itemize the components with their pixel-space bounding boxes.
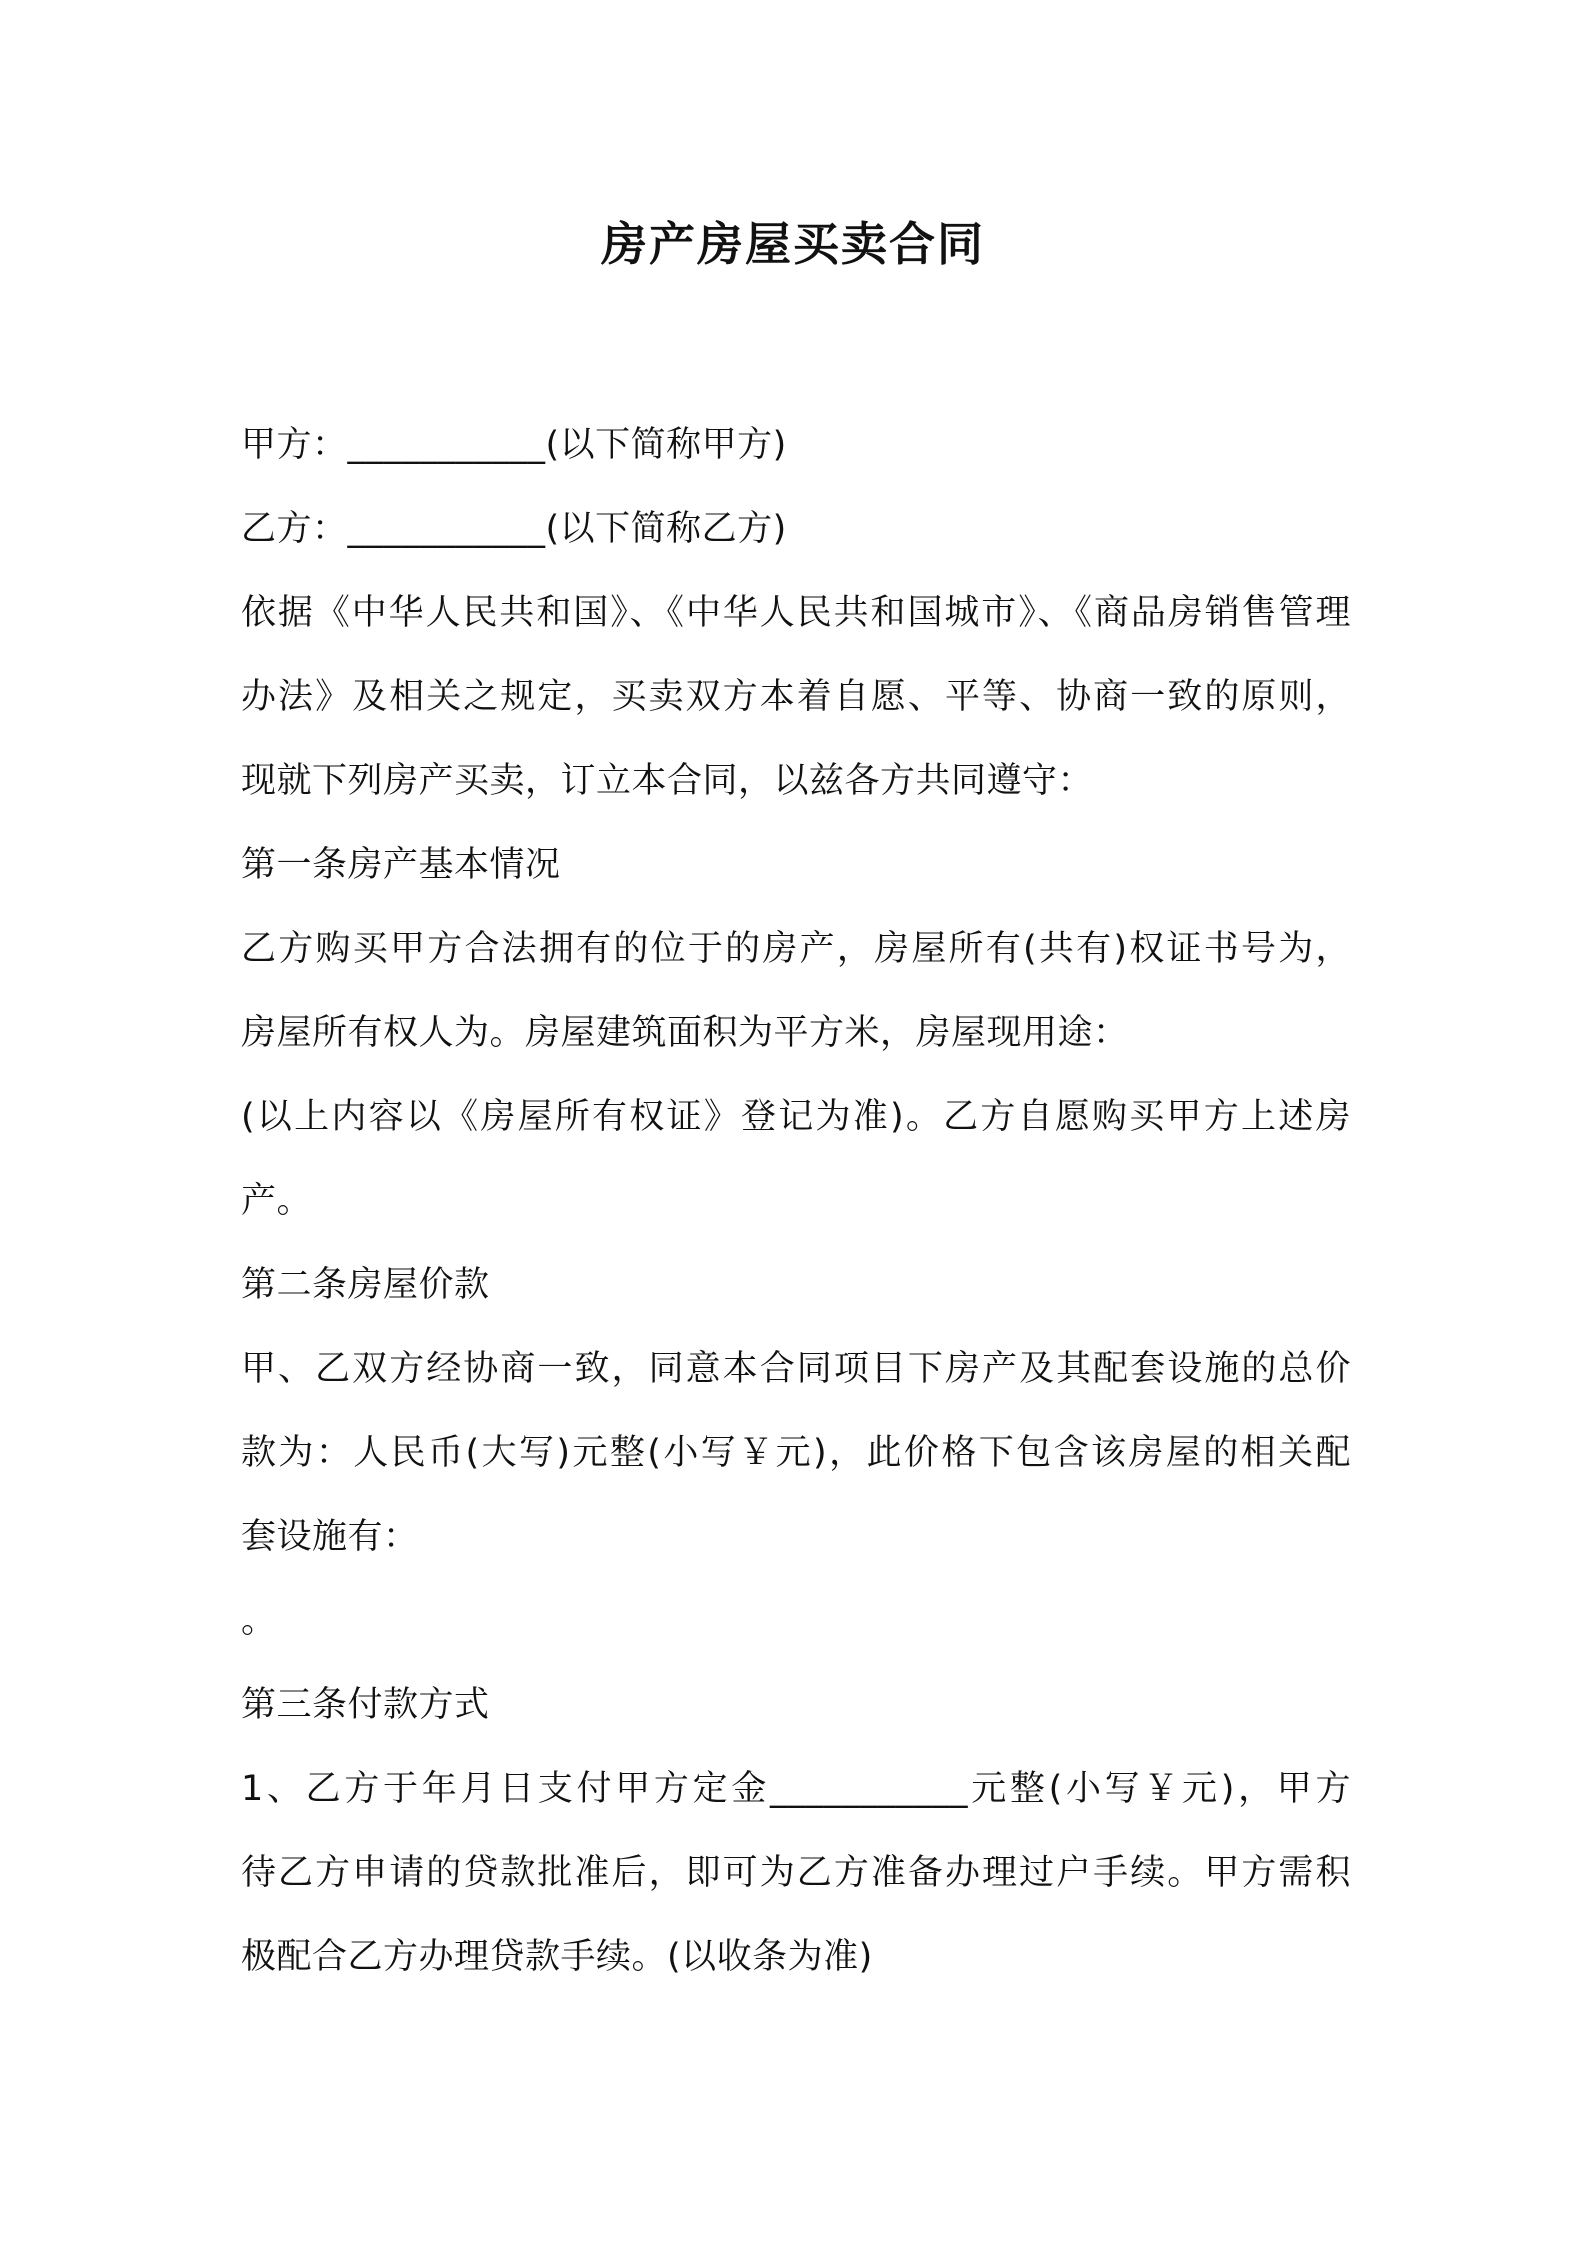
- article-heading: 第三条付款方式: [241, 1685, 490, 1725]
- article-body-line: 极配合乙方办理贷款手续。(以收条为准): [241, 1937, 873, 1977]
- article-body-line: 乙方购买甲方合法拥有的位于的房产，房屋所有(共有)权证书号为，: [241, 929, 1351, 969]
- article-heading: 第二条房屋价款: [241, 1265, 490, 1305]
- article-heading: 第一条房产基本情况: [241, 845, 561, 885]
- article-body-line: 1、乙方于年月日支付甲方定金___________元整(小写￥元)，甲方: [241, 1769, 1351, 1809]
- document-body: [241, 403, 1351, 1999]
- article-body-line: 甲、乙双方经协商一致，同意本合同项目下房产及其配套设施的总价: [241, 1349, 1351, 1389]
- article-body-line: 待乙方申请的贷款批准后，即可为乙方准备办理过户手续。甲方需积: [241, 1853, 1351, 1893]
- preamble-line: 现就下列房产买卖，订立本合同，以兹各方共同遵守：: [241, 761, 1094, 801]
- document-title: 房产房屋买卖合同: [601, 217, 985, 271]
- article-body-line: 房屋所有权人为。房屋建筑面积为平方米，房屋现用途：: [241, 1013, 1129, 1053]
- article-body-line: 款为：人民币(大写)元整(小写￥元)，此价格下包含该房屋的相关配: [241, 1433, 1351, 1473]
- party-b-line: 乙方：___________(以下简称乙方): [241, 509, 787, 549]
- preamble-line: 依据《中华人民共和国》、《中华人民共和国城市》、《商品房销售管理: [241, 593, 1351, 633]
- article-body-line: 套设施有：: [241, 1517, 419, 1557]
- party-a-line: 甲方：___________(以下简称甲方): [241, 425, 787, 465]
- article-body-line: (以上内容以《房屋所有权证》登记为准)。乙方自愿购买甲方上述房: [241, 1097, 1351, 1137]
- preamble-line: 办法》及相关之规定，买卖双方本着自愿、平等、协商一致的原则，: [241, 677, 1351, 717]
- article-body-line: 产。: [241, 1181, 313, 1221]
- article-body-line: 。: [241, 1601, 277, 1641]
